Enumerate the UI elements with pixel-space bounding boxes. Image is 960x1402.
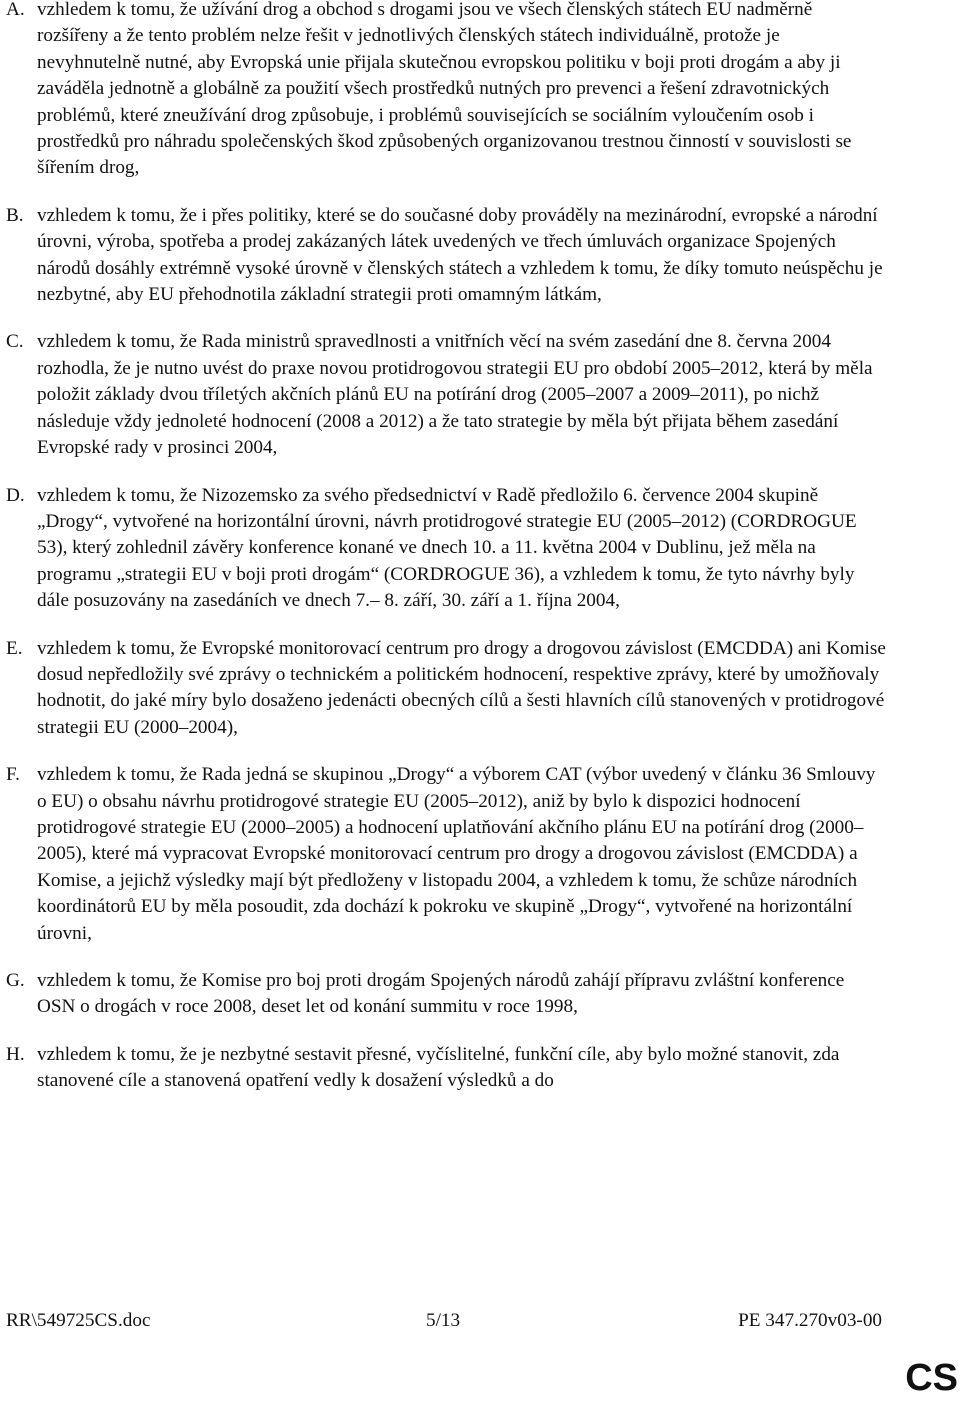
- recital-text: vzhledem k tomu, že Rada jedná se skupinou „Drogy“ a výborem CAT (výbor uvedený v článku 36 Smlouvy o EU) o obsahu návrhu protidrogové strategie EU (2005–2012), aniž by bylo k dispozici hodnocení protidrogové strategie EU (2000–2005) a hodnocení uplatňování akčního plánu EU na potírání drog (2000–2005), které má vypracovat Evropské monitorovací centrum pro drogy a drogovou závislost (EMCDDA) a Komise, a jejichž výsledky mají být předloženy v listopadu 2004, a vzhledem k tomu, že schůze národních koordinátorů EU by měla posoudit, zda dochází k pokroku ve skupině „Drogy“, vytvořené na horizontální úrovni,: [37, 764, 876, 944]
- recital-text: vzhledem k tomu, že užívání drog a obchod s drogami jsou ve všech členských státech EU nadměrně rozšířeny a že tento problém nelze řešit v jednotlivých členských státech individuálně, protože je nevyhnutelně nutné, aby Evropská unie přijala skutečnou evropskou politiku v boji proti drogám a aby ji zaváděla jednotně a globálně za použití všech prostředků nutných pro prevenci a řešení zdravotnických problémů, které zneužívání drog způsobuje, i problémů souvisejících se sociálním vyloučením osob i prostředků pro náhradu společenských škod způsobených organizovanou trestnou činností v souvislosti se šířením drog,: [37, 0, 852, 179]
- page-footer: [6, 1309, 882, 1333]
- recital-d: [6, 483, 886, 615]
- recital-b: [6, 203, 886, 309]
- recital-label: F.: [6, 764, 20, 786]
- recital-label: D.: [6, 484, 25, 506]
- recital-c: [6, 329, 886, 461]
- recital-text: vzhledem k tomu, že Komise pro boj proti drogám Spojených národů zahájí přípravu zvláštní konference OSN o drogách v roce 2008, deset let od konání summitu v roce 1998,: [37, 970, 845, 1018]
- language-code: CS: [905, 1357, 958, 1399]
- recital-h: [6, 1042, 886, 1095]
- recital-text: vzhledem k tomu, že i přes politiky, které se do současné doby prováděly na mezinárodní, evropské a národní úrovni, výroba, spotřeba a prodej zakázaných látek uvedených ve třech úmluvách organizace Spojených národů dosáhly extrémně vysoké úrovně v členských státech a vzhledem k tomu, že díky tomuto neúspěchu je nezbytné, aby EU přehodnotila základní strategii proti omamným látkám,: [37, 204, 883, 306]
- pe-reference: PE 347.270v03-00: [738, 1310, 882, 1331]
- recital-a: [6, 0, 886, 182]
- recital-label: A.: [6, 0, 25, 20]
- recital-text: vzhledem k tomu, že Nizozemsko za svého předsednictví v Radě předložilo 6. července 2004 skupině „Drogy“, vytvořené na horizontální úrovni, návrh protidrogové strategie EU (2005–2012) (CORDROGUE 53), který zohlednil závěry konference konané ve dnech 10. a 11. května 2004 v Dublinu, jež měla na programu „strategii EU v boji proti drogám“ (CORDROGUE 36), a vzhledem k tomu, že tyto návrhy byly dále posuzovány na zasedáních ve dnech 7.– 8. září, 30. září a 1. října 2004,: [37, 484, 857, 612]
- recital-f: [6, 762, 886, 947]
- recital-text: vzhledem k tomu, že je nezbytné sestavit přesné, vyčíslitelné, funkční cíle, aby bylo možné stanovit, zda stanovené cíle a stanovená opatření vedly k dosažení výsledků a do: [37, 1043, 840, 1092]
- recital-text: vzhledem k tomu, že Evropské monitorovací centrum pro drogy a drogovou závislost (EMCDDA) ani Komise dosud nepředložily své zprávy o technickém a politickém hodnocení, respektive zprávy, které by umožňovaly hodnotit, do jaké míry bylo dosaženo jedenácti obecných cílů a šesti hlavních cílů stanovených v protidrogové strategii EU (2000–2004),: [37, 637, 886, 738]
- recital-label: E.: [6, 637, 23, 659]
- recital-label: C.: [6, 331, 24, 353]
- recital-text: vzhledem k tomu, že Rada ministrů spravedlnosti a vnitřních věcí na svém zasedání dne 8. června 2004 rozhodla, že je nutno uvést do praxe novou protidrogovou strategii EU pro období 2005–2012, která by měla položit základy dvou tříletých akčních plánů EU na potírání drog (2005–2007 a 2009–2011), po nichž následuje vždy jednoleté hodnocení (2008 a 2012) a že tato strategie by měla být přijata během zasedání Evropské rady v prosinci 2004,: [37, 331, 873, 459]
- document-reference: RR\549725CS.doc: [6, 1310, 151, 1331]
- recital-label: G.: [6, 970, 25, 991]
- recital-g: [6, 968, 886, 1021]
- recital-e: [6, 636, 886, 742]
- recital-label: B.: [6, 204, 24, 226]
- recital-label: H.: [6, 1043, 25, 1065]
- page-number: 5/13: [426, 1310, 461, 1331]
- recitals-list: [6, 0, 886, 1116]
